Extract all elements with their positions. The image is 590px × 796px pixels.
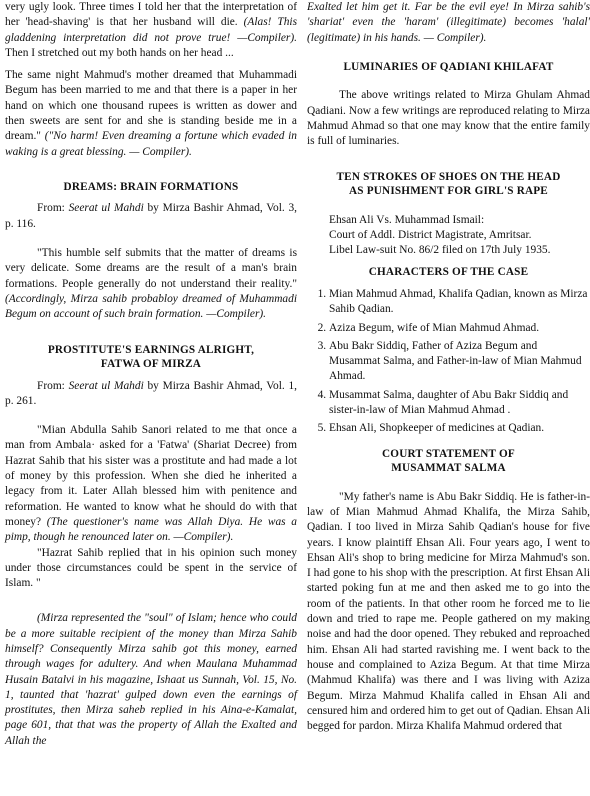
- compiler-note: (Mirza represented the "soul" of Islam; hence who could be a more suitable recipient of the money than Mirza Sahib himself? Consequently Mirza sahib got this money, earned through wages for adultery. And when Maulana Muhammad Husain Batalvi in his magazine, Ishaat us Sunnah, Vol. 15, No. 1, taunted that 'hazrat' gulped down even the earnings of prostitutes, then Mirza saheb replied in his Aina-e-Kamalat, page 601, that that was the property of Allah the Exalted and Allah the: [5, 612, 297, 747]
- source-citation-1: From: Seerat ul Mahdi by Mirza Bashir Ahmad, Vol. 3, p. 116.: [5, 202, 297, 230]
- heading-dreams-brain-formations: DREAMS: BRAIN FORMATIONS: [63, 180, 239, 193]
- list-item: 3. Abu Bakr Siddiq, Father of Aziza Begum and Musammat Salma, and Father-in-law of Mian Mahmud Ahmad.: [329, 339, 590, 385]
- quote-fatwa-reply: "Hazrat Sahib replied that in his opinion such money under those circumstances could be spent in the service of Islam. ": [5, 546, 297, 590]
- compiler-note-continued: Exalted let him get it. Far be the evil eye! In Mirza sahib's 'shariat' even the 'haram' (illegitimate) becomes 'halal' (legitimate) in his hands. — Compiler).: [307, 1, 590, 44]
- paragraph-mahmud-mother-dream: The same night Mahmud's mother dreamed that Muhammadi Begum has been married to me and that there is a paper in her hand on which one thousand rupees is written as dower and then sweets are sent for and she is standing beside me in a dream." ("No harm! Even dreaming a fortune which evaded in waking is a great blessing. — Compiler).: [5, 69, 297, 158]
- list-item: 5. Ehsan Ali, Shopkeeper of medicines at Qadian.: [329, 421, 590, 436]
- list-item: 2. Aziza Begum, wife of Mian Mahmud Ahmad.: [329, 321, 590, 336]
- quote-fatwa-question: "Mian Abdulla Sahib Sanori related to me that once a man from Ambala· asked for a 'Fatwa' (Shariat Decree) from Hazrat Sahib that his sister was a prostitute and had made a lot of money by this profession. When she died he inherited a legacy from it. Later Allah blessed him with penitence and reformation. He wanted to know what he should do with that money? (The questioner's name was Allah Diya. He was a pimp, though he renounced later on. —Compiler).: [5, 424, 297, 544]
- paragraph-head-shaving: very ugly look. Three times I told her that the interpretation of her 'head-shaving' is that her husband will die. (Alas! This gladdening interpretation did not prove true! —Compiler). Then I stretched out my both hands on her head ...: [5, 1, 297, 59]
- left-column: [5, 0, 297, 749]
- heading-court-statement: COURT STATEMENT OF MUSAMMAT SALMA: [382, 447, 515, 475]
- heading-characters: CHARACTERS OF THE CASE: [368, 266, 529, 279]
- court-statement-text: "My father's name is Abu Bakr Siddiq. He is father-in-law of Mian Mahmud Ahmad Khalifa, the Mirza Sahib, Qadian. I too lived in Mirza Sahib Qadian's house for five years. I know plaintiff Ehsan Ali. Four years ago, I went to Ehsan Ali's shop to bring medicine for Mirza Mahmud's son. I had gone to his shop with the prescription. At first Ehsan Ali started poking fun at me and then asked me to go into the room of the patients. In that other room he forced me to lie down and tried to rape me. People gathered on my making noise and had the door opened. They rebuked and reproached him. Ehsan Ali had started ravishing me. I went back to the house and complained to Aziza Begum. At that time Mirza (Mahmud Khalifa) was there and I was living with Aziza Begum. Mirza Mahmud Khalifa called in Ehsan Ali and censured him and ordered him to get out of Qadian. Ehsan Ali begged for pardon. Mirza Khalifa Mahmud ordered that: [307, 490, 590, 733]
- heading-luminaries: LUMINARIES OF QADIANI KHILAFAT: [343, 60, 554, 73]
- paragraph-luminaries: The above writings related to Mirza Ghulam Ahmad Qadiani. Now a few writings are reproduced relating to Mirza Mahmud Ahmad so that one may know that the entire family is full of luminaries.: [307, 89, 590, 148]
- source-citation-2: From: Seerat ul Mahdi by Mirza Bashir Ahmad, Vol. 1, p. 261.: [5, 379, 297, 407]
- case-details: Ehsan Ali Vs. Muhammad Ismail: Court of Addl. District Magistrate, Amritsar. Libel Law-suit No. 86/2 filed on 17th July 1935.: [329, 213, 551, 257]
- right-column: [307, 0, 590, 734]
- list-item: 4. Musammat Salma, daughter of Abu Bakr Siddiq and sister-in-law of Mian Mahmud Ahmad .: [329, 388, 590, 419]
- characters-list: [307, 287, 590, 437]
- list-item: 1. Mian Mahmud Ahmad, Khalifa Qadian, known as Mirza Sahib Qadian.: [329, 287, 590, 318]
- heading-ten-strokes: TEN STROKES OF SHOES ON THE HEAD AS PUNISHMENT FOR GIRL'S RAPE: [336, 170, 561, 198]
- quote-dreams-delicate: "This humble self submits that the matter of dreams is very delicate. Some dreams are the result of a man's brain formations. People generally do not understand their reality." (Accordingly, Mirza sahib probabloy dreamed of Muhammadi Begum on account of such brain formation. —Compiler).: [5, 247, 297, 321]
- heading-prostitute-earnings: PROSTITUTE'S EARNINGS ALRIGHT, FATWA OF MIRZA: [47, 343, 255, 371]
